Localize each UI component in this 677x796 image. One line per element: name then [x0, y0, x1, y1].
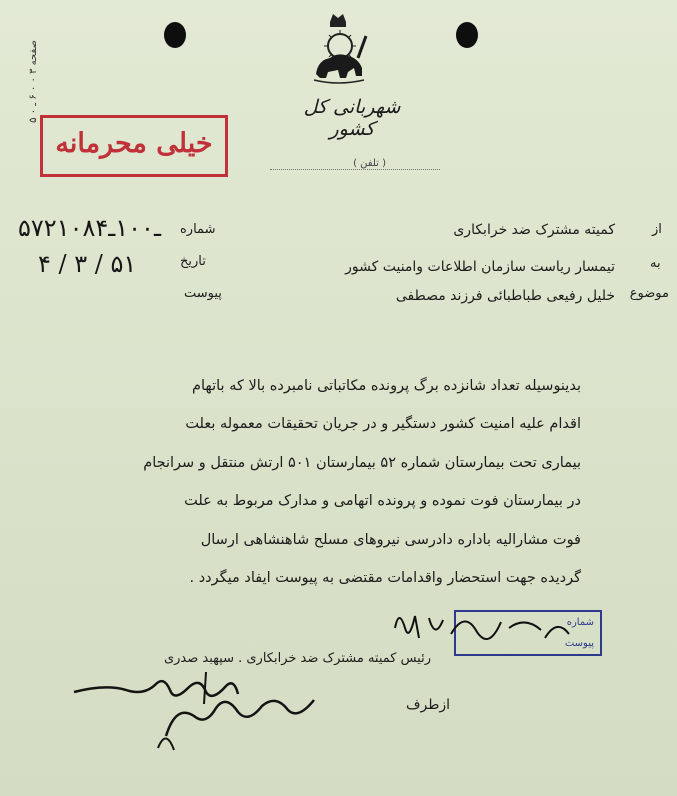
body-line-5: فوت مشارالیه باداره دادرسی نیروهای مسلح شاهنشاهی ارسال — [200, 532, 581, 548]
body-line-6: گردیده جهت استحضار واقدامات مقتضی به پیوست ایفاد میگردد . — [189, 570, 581, 586]
number-value: ۵۷ـ۱۰۰ـ۲۱۰۸۴ — [18, 214, 161, 242]
body-line-4: در بیمارستان فوت نموده و پرونده اتهامی و مدارک مربوط به علت — [184, 493, 581, 509]
date-value: ۴ / ۳ / ۵۱ — [38, 250, 137, 278]
to-label: به — [650, 256, 661, 271]
from-value: کمیته مشترک ضد خرابکاری — [453, 222, 615, 238]
from-label: از — [652, 222, 662, 237]
received-stamp-line1: شماره — [566, 617, 594, 628]
punch-hole-right — [456, 22, 478, 48]
punch-hole-left — [164, 22, 186, 48]
body-line-3: بیماری تحت بیمارستان شماره ۵۲ بیمارستان ۵۰۱ ارتش منتقل و سرانجام — [143, 455, 581, 471]
organization-name: شهربانی کل کشور — [303, 96, 401, 140]
lion-and-sun-emblem — [308, 8, 368, 88]
body-line-2: اقدام علیه امنیت کشور دستگیر و در جریان تحقیقات معموله بعلت — [185, 416, 581, 432]
to-value: تیمسار ریاست سازمان اطلاعات وامنیت کشور — [345, 259, 615, 275]
body-line-1: بدینوسیله تعداد شانزده برگ پرونده مکاتباتی نامبرده بالا که باتهام — [192, 378, 581, 394]
received-stamp-line2: پیوست — [564, 638, 594, 649]
subject-value: خلیل رفیعی طباطبائی فرزند مصطفی — [395, 288, 615, 304]
number-label: شماره — [180, 222, 216, 237]
telephone-label: ( تلفن ) — [270, 158, 440, 170]
attachment-label: پیوست — [184, 286, 222, 301]
classification-stamp: خیلی محرمانه — [55, 128, 213, 159]
by-line: ازطرف — [406, 697, 451, 713]
date-label: تاریخ — [180, 254, 206, 269]
handwritten-date-scribble — [385, 598, 585, 658]
handwritten-signature — [66, 664, 366, 764]
subject-label: موضوع — [629, 286, 669, 301]
margin-note: صفحه ۳ ۰ ۰ ۶ ـ ۰ ۵ — [28, 40, 39, 123]
signature-title: رئیس کمیته مشترک ضد خرابکاری . سپهبد صدری — [163, 651, 431, 666]
